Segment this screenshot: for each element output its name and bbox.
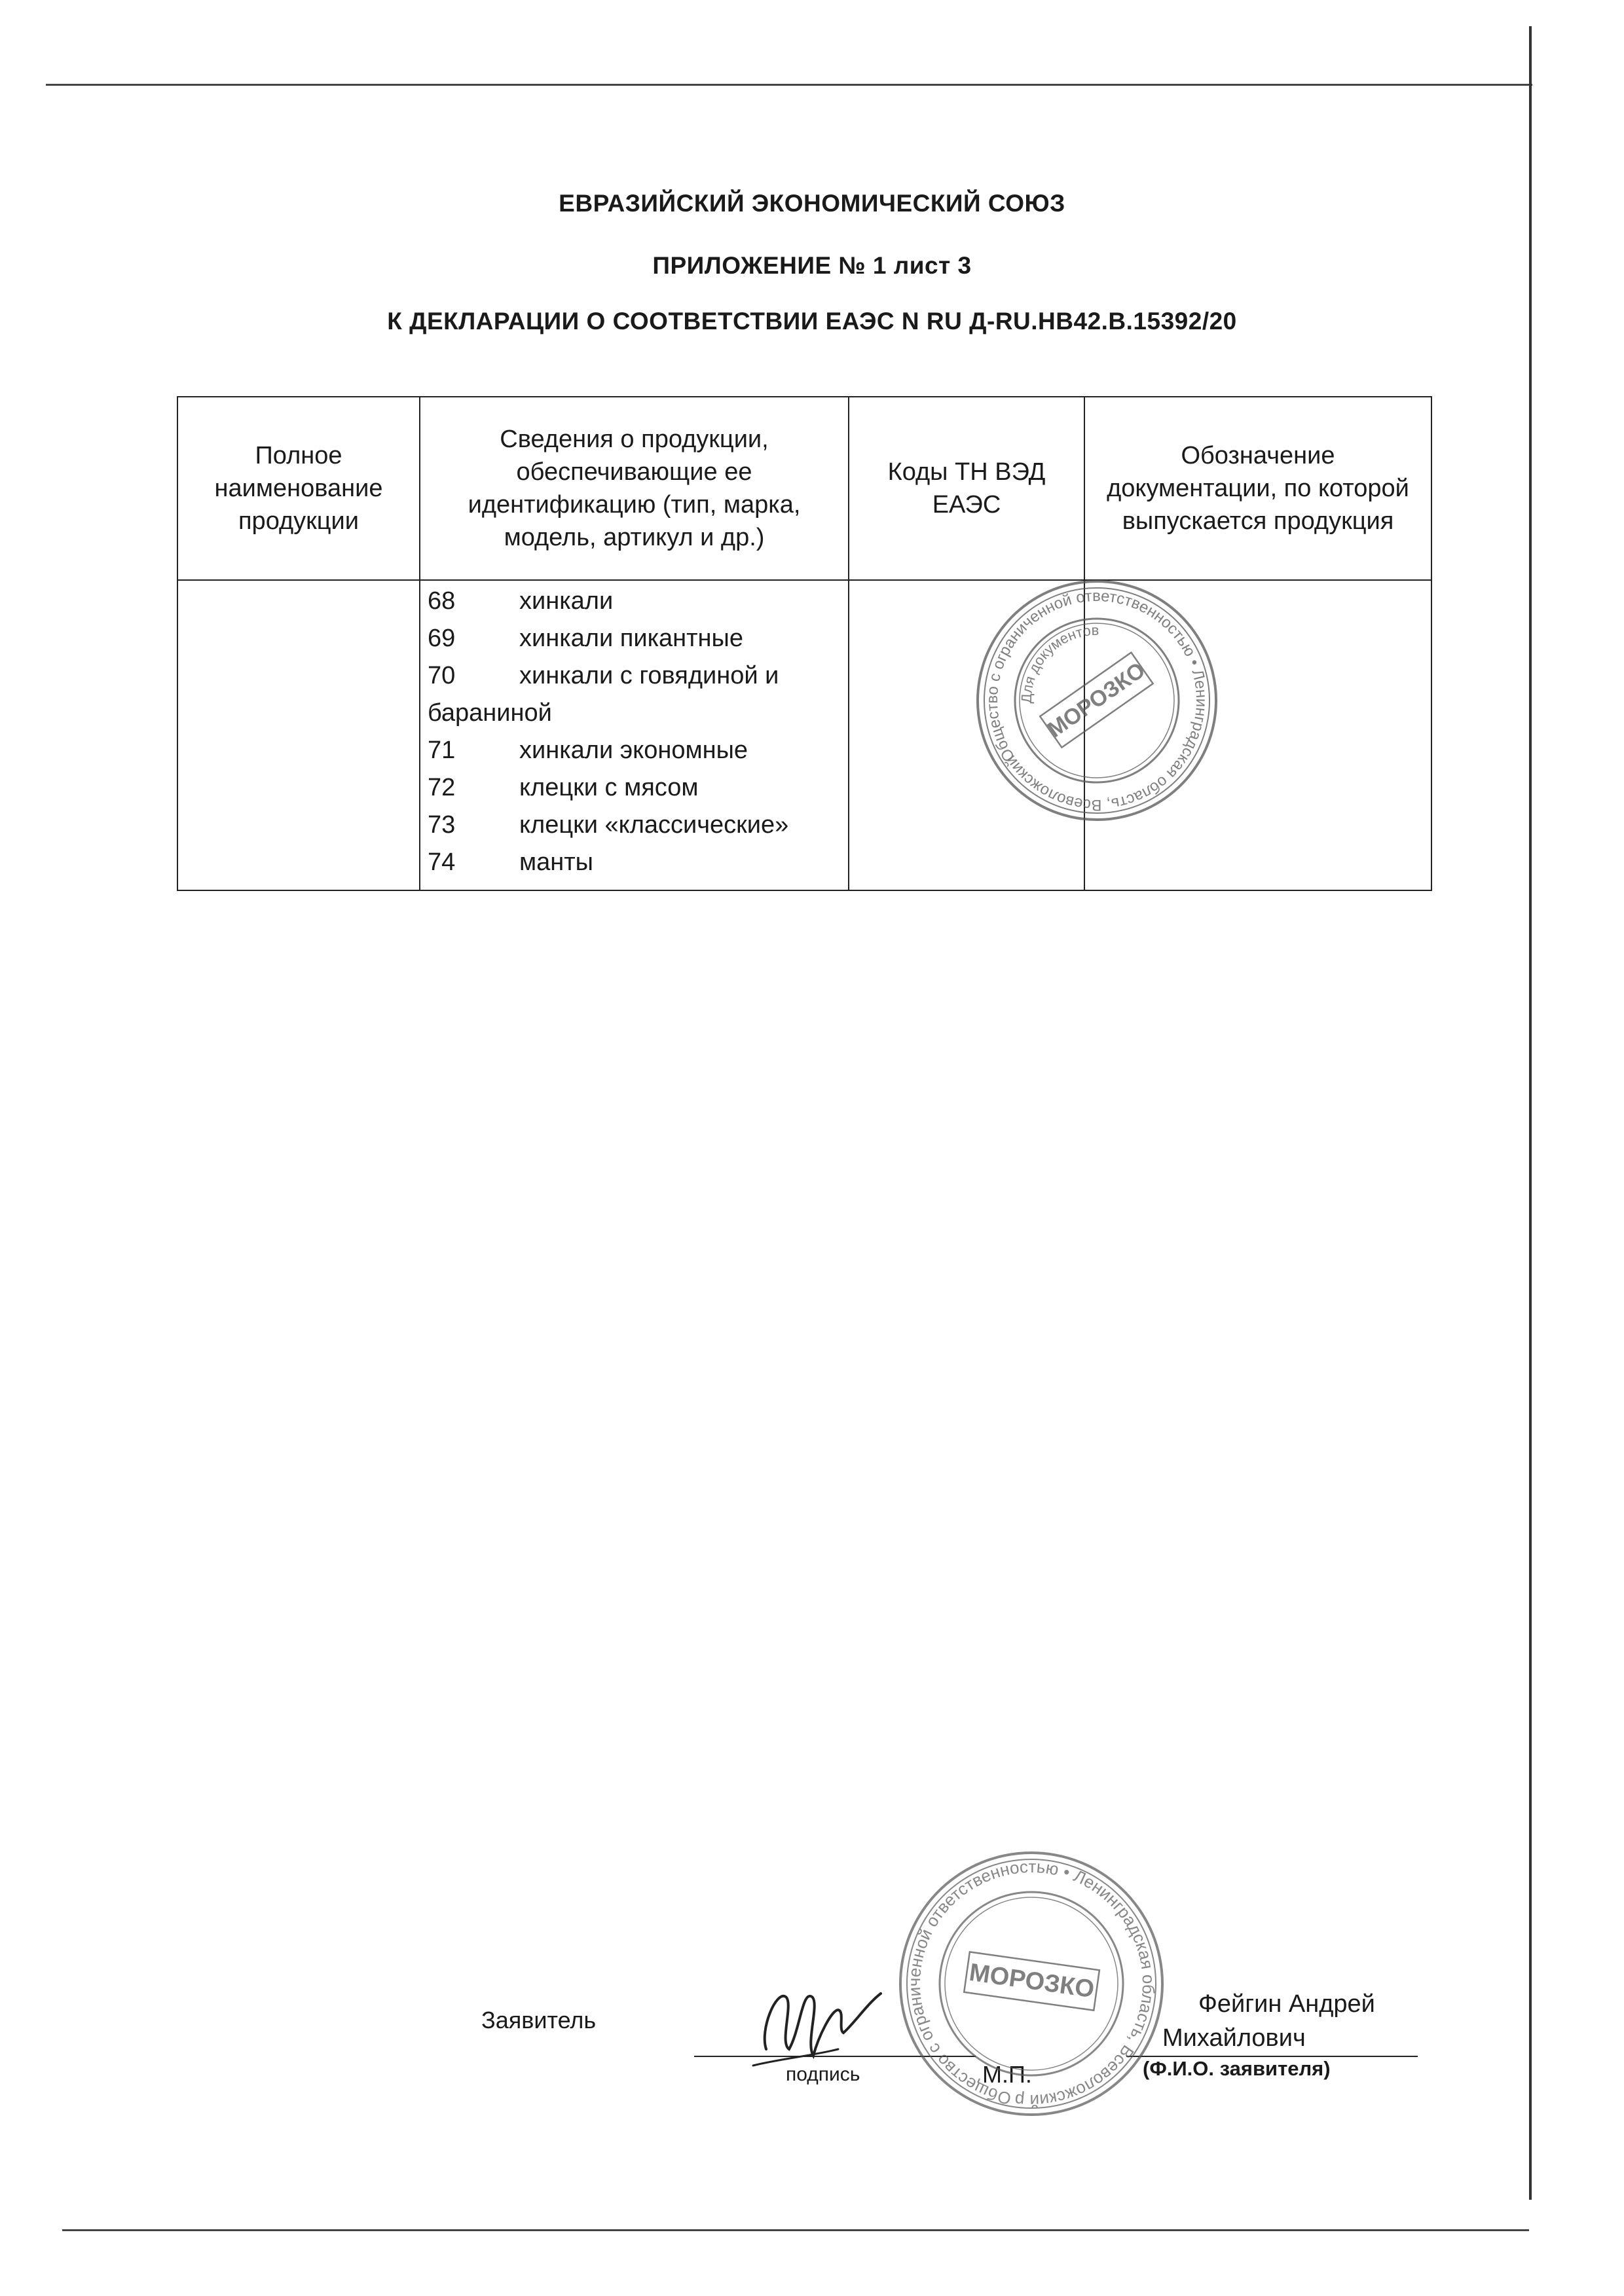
table-row [177,580,1431,890]
item-name: клецки «классические» [519,811,789,839]
list-item [428,769,841,807]
item-number: 68 [428,587,456,615]
seal-center-text: МОРОЗКО [967,1958,1096,2004]
item-name: клецки с мясом [519,774,699,801]
item-name-continuation: бараниной [428,699,552,727]
fio-caption: (Ф.И.О. заявителя) [1143,2057,1331,2080]
item-number: 71 [428,737,456,764]
list-item [428,657,841,695]
declaration-title: К ДЕКЛАРАЦИИ О СООТВЕТСТВИИ ЕАЭС N RU Д-RU.НВ42.В.15392/20 [387,308,1237,335]
applicant-label: Заявитель [481,2007,597,2033]
page-border-right [1529,26,1532,2200]
page-border-top [46,84,1532,86]
item-name: хинкали пикантные [519,625,743,652]
appendix-title: ПРИЛОЖЕНИЕ № 1 лист 3 [652,252,972,279]
list-item [428,844,841,881]
column-header-identification: Сведения о продукции, обеспечивающие ее идентификацию (тип, марка, модель, артикул и др.) [420,397,849,580]
item-number: 74 [428,848,456,876]
column-header-name: Полное наименование продукции [177,397,420,580]
seal-caption: М.П. [982,2061,1032,2088]
applicant-name-line2: Михайлович [1162,2024,1306,2052]
cell-product-name [177,580,420,890]
products-table [177,396,1432,891]
table-header-row [177,397,1431,580]
applicant-name-line1: Фейгин Андрей [1198,1990,1375,2018]
item-name: хинкали [519,587,614,615]
column-header-tn-ved-codes: Коды ТН ВЭД ЕАЭС [849,397,1084,580]
cell-product-list [420,580,849,890]
seal-center-text: МОРОЗКО [1043,657,1150,743]
item-number: 69 [428,625,456,652]
applicant-seal-stamp [894,1846,1169,2121]
item-number: 72 [428,774,456,801]
item-number: 73 [428,811,456,839]
item-name: хинкали экономные [519,737,748,764]
seal-inner-text: Для документов [1018,621,1099,704]
column-header-documentation: Обозначение документации, по которой выпускается продукция [1084,397,1431,580]
company-seal-stamp [972,576,1221,825]
union-title: ЕВРАЗИЙСКИЙ ЭКОНОМИЧЕСКИЙ СОЮЗ [559,190,1065,217]
page-border-bottom [62,2229,1529,2231]
signature-caption: подпись [786,2064,860,2085]
item-name: хинкали с говядиной и [519,662,779,689]
product-list [421,581,847,883]
list-item [428,732,841,769]
handwritten-signature [740,1951,884,2085]
seal-ring-text: Общество с ограниченной ответственностью • Ленинградская область, Всеволожский [983,587,1211,814]
list-item [428,620,841,657]
item-name: манты [519,848,593,876]
list-item [428,807,841,844]
list-item [428,583,841,620]
item-number: 70 [428,662,456,689]
seal-ring-text: Общество с ограниченной ответственностью • Ленинградская область, Всеволожский район, [904,1856,1159,2111]
